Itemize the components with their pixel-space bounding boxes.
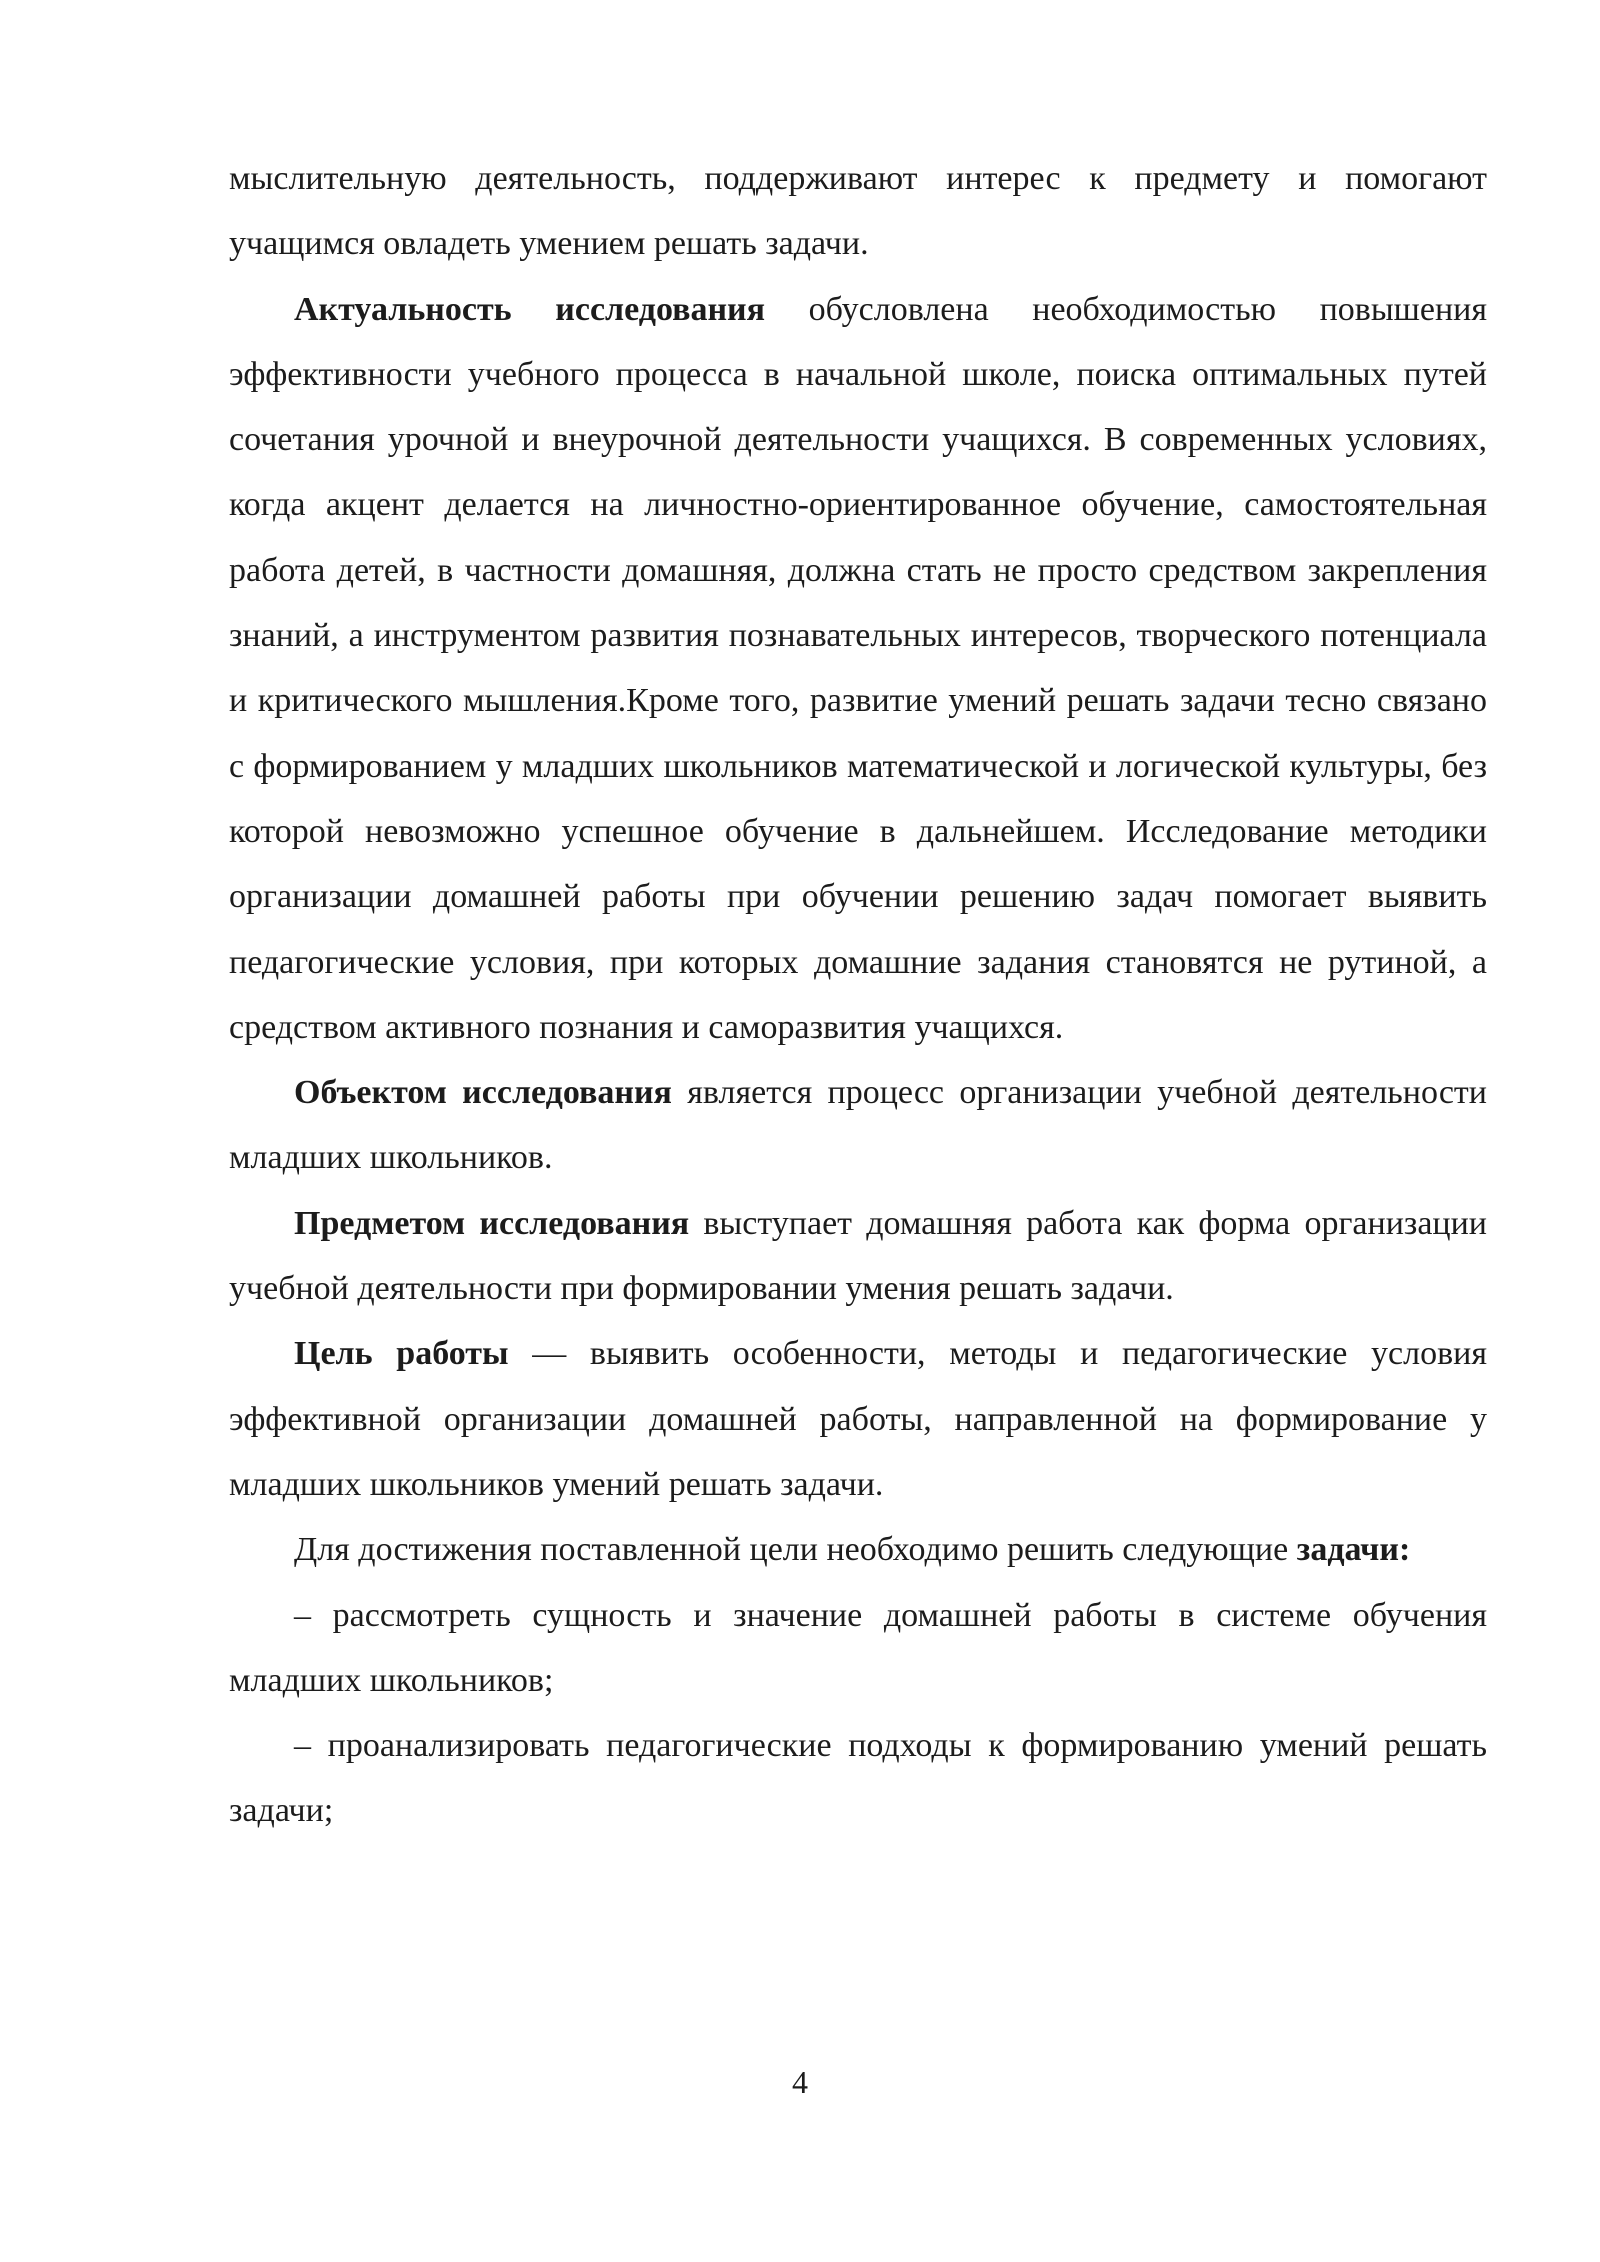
term-goal: Цель работы bbox=[294, 1335, 509, 1373]
paragraph-tasks-intro bbox=[229, 1517, 1487, 1582]
body-text bbox=[229, 146, 1487, 1844]
term-relevance: Актуальность исследования bbox=[294, 290, 766, 328]
paragraph-goal bbox=[229, 1321, 1487, 1517]
term-tasks: задачи: bbox=[1296, 1531, 1411, 1569]
paragraph-continuation bbox=[229, 146, 1487, 277]
list-item-text: – рассмотреть сущность и значение домашней работы в системе обучения младших школьников; bbox=[229, 1596, 1487, 1699]
term-object: Объектом исследования bbox=[294, 1074, 672, 1112]
term-subject: Предметом исследования bbox=[294, 1204, 690, 1242]
paragraph-text: является процесс организации учебной деятельности младших школьников. bbox=[229, 1074, 1487, 1177]
page-number: 4 bbox=[792, 2064, 808, 2100]
list-item-text: – проанализировать педагогические подходы к формированию умений решать задачи; bbox=[229, 1727, 1487, 1830]
paragraph-text: — выявить особенности, методы и педагогические условия эффективной организации домашней работы, направленной на формирование у младших школьников умений решать задачи. bbox=[229, 1335, 1487, 1503]
list-item-task-1 bbox=[229, 1583, 1487, 1714]
paragraph-text: выступает домашняя работа как форма организации учебной деятельности при формировании умения решать задачи. bbox=[229, 1204, 1487, 1308]
paragraph-subject bbox=[229, 1191, 1487, 1322]
paragraph-text: обусловлена необходимостью повышения эффективности учебного процесса в начальной школе, поиска оптимальных путей сочетания урочной и внеурочной деятельности учащихся. В современных условиях, когда акцент делается на личностно-ориентированное обучение, самостоятельная работа детей, в частности домашняя, должна стать не просто средством закрепления знаний, а инструментом развития познавательных интересов, творческого потенциала и критического мышления.Кроме того, развитие умений решать задачи тесно связано с формированием у младших школьников математической и логической культуры, без которой невозможно успешное обучение в дальнейшем. Исследование методики организации домашней работы при обучении решению задач помогает выявить педагогические условия, при которых домашние задания становятся не рутиной, а средством активного познания и саморазвития учащихся. bbox=[229, 290, 1487, 1046]
paragraph-object bbox=[229, 1060, 1487, 1191]
list-item-task-2 bbox=[229, 1713, 1487, 1844]
paragraph-relevance bbox=[229, 277, 1487, 1061]
paragraph-text: Для достижения поставленной цели необходимо решить следующие bbox=[294, 1531, 1297, 1569]
paragraph-text: мыслительную деятельность, поддерживают интерес к предмету и помогают учащимся овладеть умением решать задачи. bbox=[229, 160, 1487, 263]
